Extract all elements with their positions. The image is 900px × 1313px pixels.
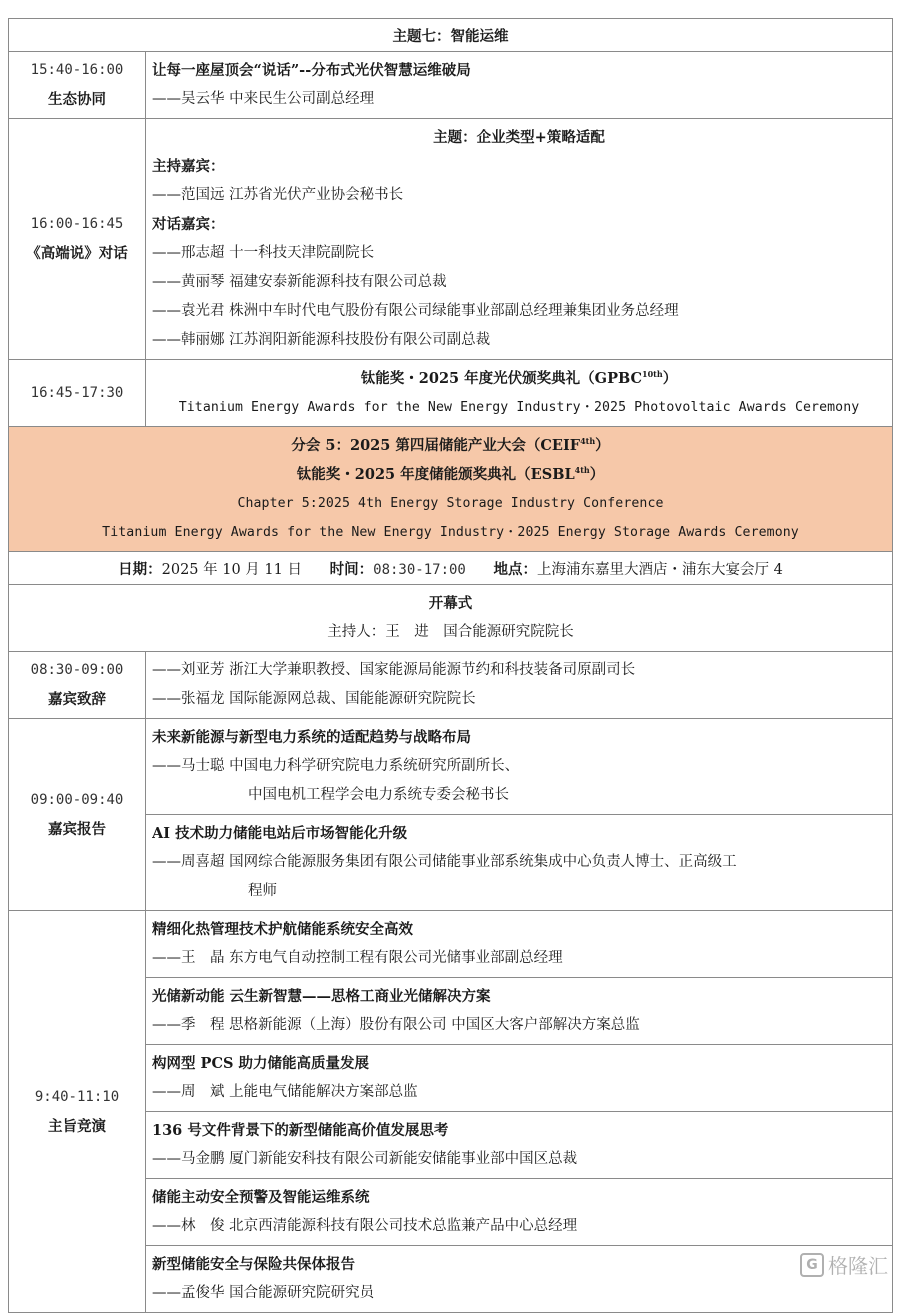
speaker: ——孟俊华 国合能源研究院研究员 bbox=[152, 1285, 375, 1301]
place-value: 上海浦东嘉里大酒店・浦东大宴会厅 4 bbox=[537, 561, 783, 578]
pv-awards-title: 钛能奖・2025 年度光伏颁奖典礼$(GPBC^{10th})$ bbox=[360, 369, 678, 387]
session-label: 《高端说》对话 bbox=[26, 245, 128, 262]
info-cell bbox=[9, 552, 893, 585]
session-content bbox=[146, 1045, 893, 1112]
session-time-cell bbox=[9, 719, 146, 911]
session-time-cell bbox=[9, 119, 146, 360]
speaker: ——马士聪 中国电力科学研究院电力系统研究所副所长、 bbox=[152, 758, 520, 774]
session-label: 生态协同 bbox=[48, 91, 106, 108]
session-time: 08:30-09:00 bbox=[30, 662, 124, 678]
session-time: 16:45-17:30 bbox=[30, 384, 124, 401]
talk-title: 光储新动能 云生新智慧——思格工商业光储解决方案 bbox=[152, 988, 491, 1005]
host-speaker: ——范国远 江苏省光伏产业协会秘书长 bbox=[152, 187, 404, 203]
session-content bbox=[146, 978, 893, 1045]
chapter5-english: Chapter 5:2025 4th Energy Storage Industry Conference bbox=[237, 496, 664, 511]
dialogue-topic: 主题：企业类型+策略适配 bbox=[433, 129, 605, 146]
session-row bbox=[9, 652, 893, 719]
speaker: ——王 晶 东方电气自动控制工程有限公司光储事业部副总经理 bbox=[152, 950, 563, 966]
session-content bbox=[146, 1112, 893, 1179]
speaker: ——林 俊 北京西清能源科技有限公司技术总监兼产品中心总经理 bbox=[152, 1218, 578, 1234]
time-value: 08:30-17:00 bbox=[373, 561, 466, 578]
session-time: 15:40-16:00 bbox=[30, 62, 124, 78]
watermark-g-icon: G bbox=[800, 1253, 824, 1277]
session-row bbox=[9, 119, 893, 360]
speaker: ——马金鹏 厦门新能安科技有限公司新能安储能事业部中国区总裁 bbox=[152, 1151, 578, 1167]
session-label: 嘉宾致辞 bbox=[48, 691, 106, 708]
host-label: 主持嘉宾： bbox=[152, 158, 225, 175]
guest-speaker: ——袁光君 株洲中车时代电气股份有限公司绿能事业部副总经理兼集团业务总经理 bbox=[152, 303, 679, 319]
talk-title: 储能主动安全预警及智能运维系统 bbox=[152, 1189, 370, 1206]
talk-title: 新型储能安全与保险共保体报告 bbox=[152, 1256, 355, 1273]
speaker: ——周喜超 国网综合能源服务集团有限公司储能事业部系统集成中心负责人博士、正高级工 bbox=[152, 854, 737, 870]
talk-title: 精细化热管理技术护航储能系统安全高效 bbox=[152, 921, 413, 938]
session-content bbox=[146, 911, 893, 978]
talk-title: 构网型 PCS 助力储能高质量发展 bbox=[152, 1055, 370, 1072]
es-awards-title: 钛能奖・2025 年度储能颁奖典礼$(ESBL^{4th})$ bbox=[296, 465, 605, 483]
talk-title: 136 号文件背景下的新型储能高价值发展思考 bbox=[152, 1122, 449, 1139]
session-content bbox=[146, 719, 893, 815]
speaker: ——张福龙 国际能源网总裁、国能能源研究院院长 bbox=[152, 691, 476, 707]
session-row bbox=[9, 719, 893, 815]
speaker-continued: 程师 bbox=[248, 883, 277, 899]
theme7-header-row bbox=[9, 19, 893, 52]
talk-title: 让每一座屋顶会“说话”--分布式光伏智慧运维破局 bbox=[152, 62, 471, 79]
time-label: 时间： bbox=[329, 560, 374, 578]
session-time: 09:00-09:40 bbox=[30, 791, 124, 808]
guest-speaker: ——韩丽娜 江苏润阳新能源科技股份有限公司副总裁 bbox=[152, 332, 491, 348]
guest-speaker: ——黄丽琴 福建安泰新能源科技有限公司总裁 bbox=[152, 274, 447, 290]
session-time-cell bbox=[9, 52, 146, 119]
talk-title: 未来新能源与新型电力系统的适配趋势与战略布局 bbox=[152, 729, 471, 746]
talk-title: AI 技术助力储能电站后市场智能化升级 bbox=[152, 825, 408, 842]
session-content bbox=[146, 652, 893, 719]
session-time: 16:00-16:45 bbox=[30, 216, 124, 232]
place-label: 地点： bbox=[493, 560, 538, 578]
session-label: 嘉宾报告 bbox=[48, 820, 106, 838]
session-row bbox=[9, 52, 893, 119]
session-content bbox=[146, 1179, 893, 1246]
session-content bbox=[146, 119, 893, 360]
session-content bbox=[146, 1246, 893, 1313]
chapter5-cell bbox=[9, 427, 893, 552]
opening-row bbox=[9, 585, 893, 652]
guests-label: 对话嘉宾： bbox=[152, 216, 225, 233]
pv-awards-english: Titanium Energy Awards for the New Energy Industry・2025 Photovoltaic Awards Ceremony bbox=[178, 400, 860, 415]
opening-cell bbox=[9, 585, 893, 652]
speaker-continued: 中国电机工程学会电力系统专委会秘书长 bbox=[248, 787, 509, 803]
session-time-cell bbox=[9, 652, 146, 719]
session-row bbox=[9, 911, 893, 978]
speaker: ——周 斌 上能电气储能解决方案部总监 bbox=[152, 1084, 418, 1100]
session-content bbox=[146, 52, 893, 119]
es-awards-english: Titanium Energy Awards for the New Energy Industry・2025 Energy Storage Awards Ceremony bbox=[102, 525, 799, 540]
session-time: 9:40-11:10 bbox=[34, 1088, 120, 1105]
chapter5-banner bbox=[9, 427, 893, 552]
opening-title: 开幕式 bbox=[428, 595, 473, 612]
agenda-table bbox=[8, 18, 893, 1313]
watermark-logo bbox=[800, 1250, 888, 1279]
guest-speaker: ——邢志超 十一科技天津院副院长 bbox=[152, 245, 375, 261]
date-label: 日期： bbox=[118, 560, 162, 578]
theme7-title: 主题七：智能运维 bbox=[9, 19, 893, 52]
opening-host: 主持人：王 进 国合能源研究院院长 bbox=[327, 624, 574, 640]
chapter5-title: 分会 5：2025 第四届储能产业大会$(CEIF^{4th})$ bbox=[291, 436, 610, 454]
session-time-cell bbox=[9, 360, 146, 427]
info-row bbox=[9, 552, 893, 585]
session-row bbox=[9, 360, 893, 427]
session-content bbox=[146, 360, 893, 427]
watermark-text: 格隆汇 bbox=[828, 1254, 888, 1278]
session-time-cell bbox=[9, 911, 146, 1313]
speaker: ——刘亚芳 浙江大学兼职教授、国家能源局能源节约和科技装备司原副司长 bbox=[152, 662, 636, 678]
session-label: 主旨竞演 bbox=[48, 1117, 106, 1135]
speaker: ——吴云华 中来民生公司副总经理 bbox=[152, 91, 375, 107]
speaker: ——季 程 思格新能源（上海）股份有限公司 中国区大客户部解决方案总监 bbox=[152, 1017, 640, 1033]
session-content bbox=[146, 815, 893, 911]
date-value: 2025 年 10 月 11 日 bbox=[161, 561, 302, 578]
